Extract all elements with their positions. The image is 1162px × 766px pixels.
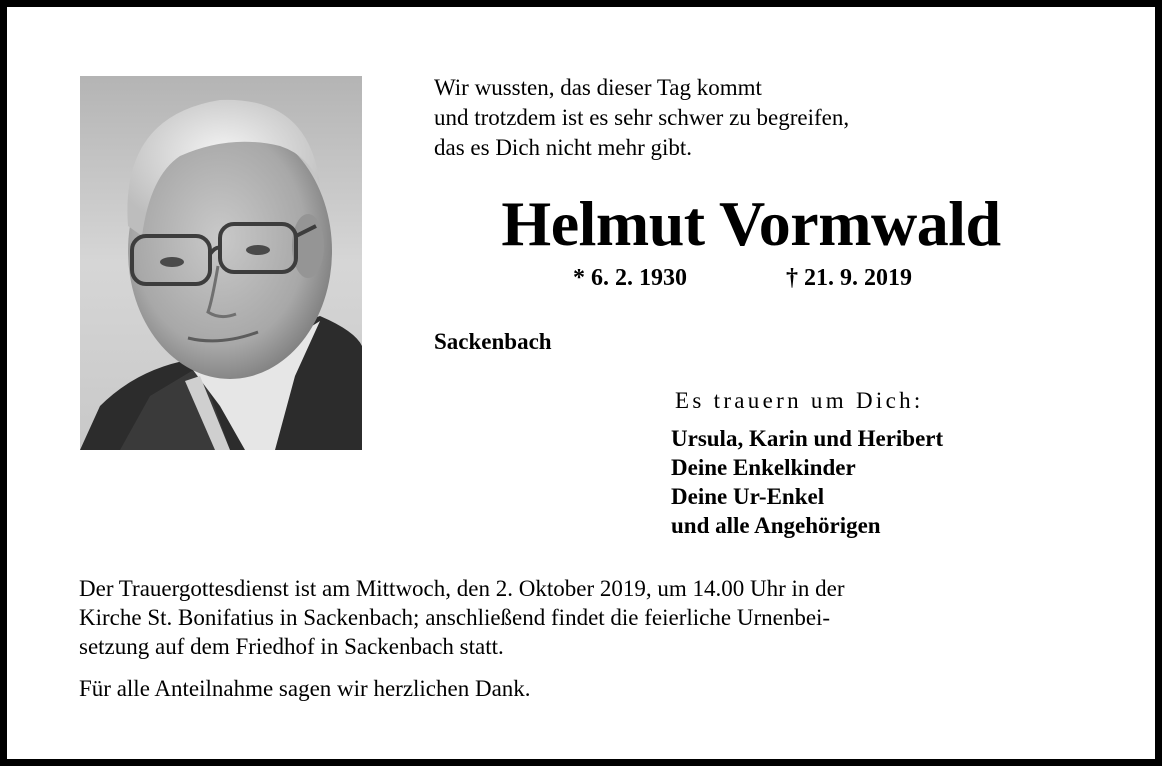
thanks-text: Für alle Anteilnahme sagen wir herzlichen Dank. bbox=[79, 676, 531, 701]
funeral-service-info bbox=[79, 574, 1089, 661]
birth-date: * 6. 2. 1930 bbox=[573, 265, 687, 291]
poem-line-1: Wir wussten, das dieser Tag kommt bbox=[434, 75, 762, 100]
mourner-entry: Ursula, Karin und Heribert bbox=[671, 426, 944, 451]
service-line-3: setzung auf dem Friedhof in Sackenbach statt. bbox=[79, 634, 504, 659]
place-of-residence: Sackenbach bbox=[434, 329, 552, 354]
mourner-entry: Deine Enkelkinder bbox=[671, 455, 856, 480]
portrait-photo bbox=[80, 76, 362, 450]
poem-verse bbox=[434, 73, 849, 163]
mourners-list bbox=[671, 424, 943, 540]
mourner-entry: Deine Ur-Enkel bbox=[671, 484, 825, 509]
service-line-1: Der Trauergottesdienst ist am Mittwoch, den 2. Oktober 2019, um 14.00 Uhr in der bbox=[79, 576, 845, 601]
mourner-entry: und alle Angehörigen bbox=[671, 513, 881, 538]
death-date: † 21. 9. 2019 bbox=[786, 265, 912, 291]
deceased-name: Helmut Vormwald bbox=[501, 188, 1001, 259]
poem-line-2: und trotzdem ist es sehr schwer zu begreifen, bbox=[434, 105, 850, 130]
mourners-intro: Es trauern um Dich: bbox=[675, 388, 924, 413]
poem-line-3: das es Dich nicht mehr gibt. bbox=[434, 135, 693, 160]
service-line-2: Kirche St. Bonifatius in Sackenbach; anschließend findet die feierliche Urnenbei- bbox=[79, 605, 831, 630]
